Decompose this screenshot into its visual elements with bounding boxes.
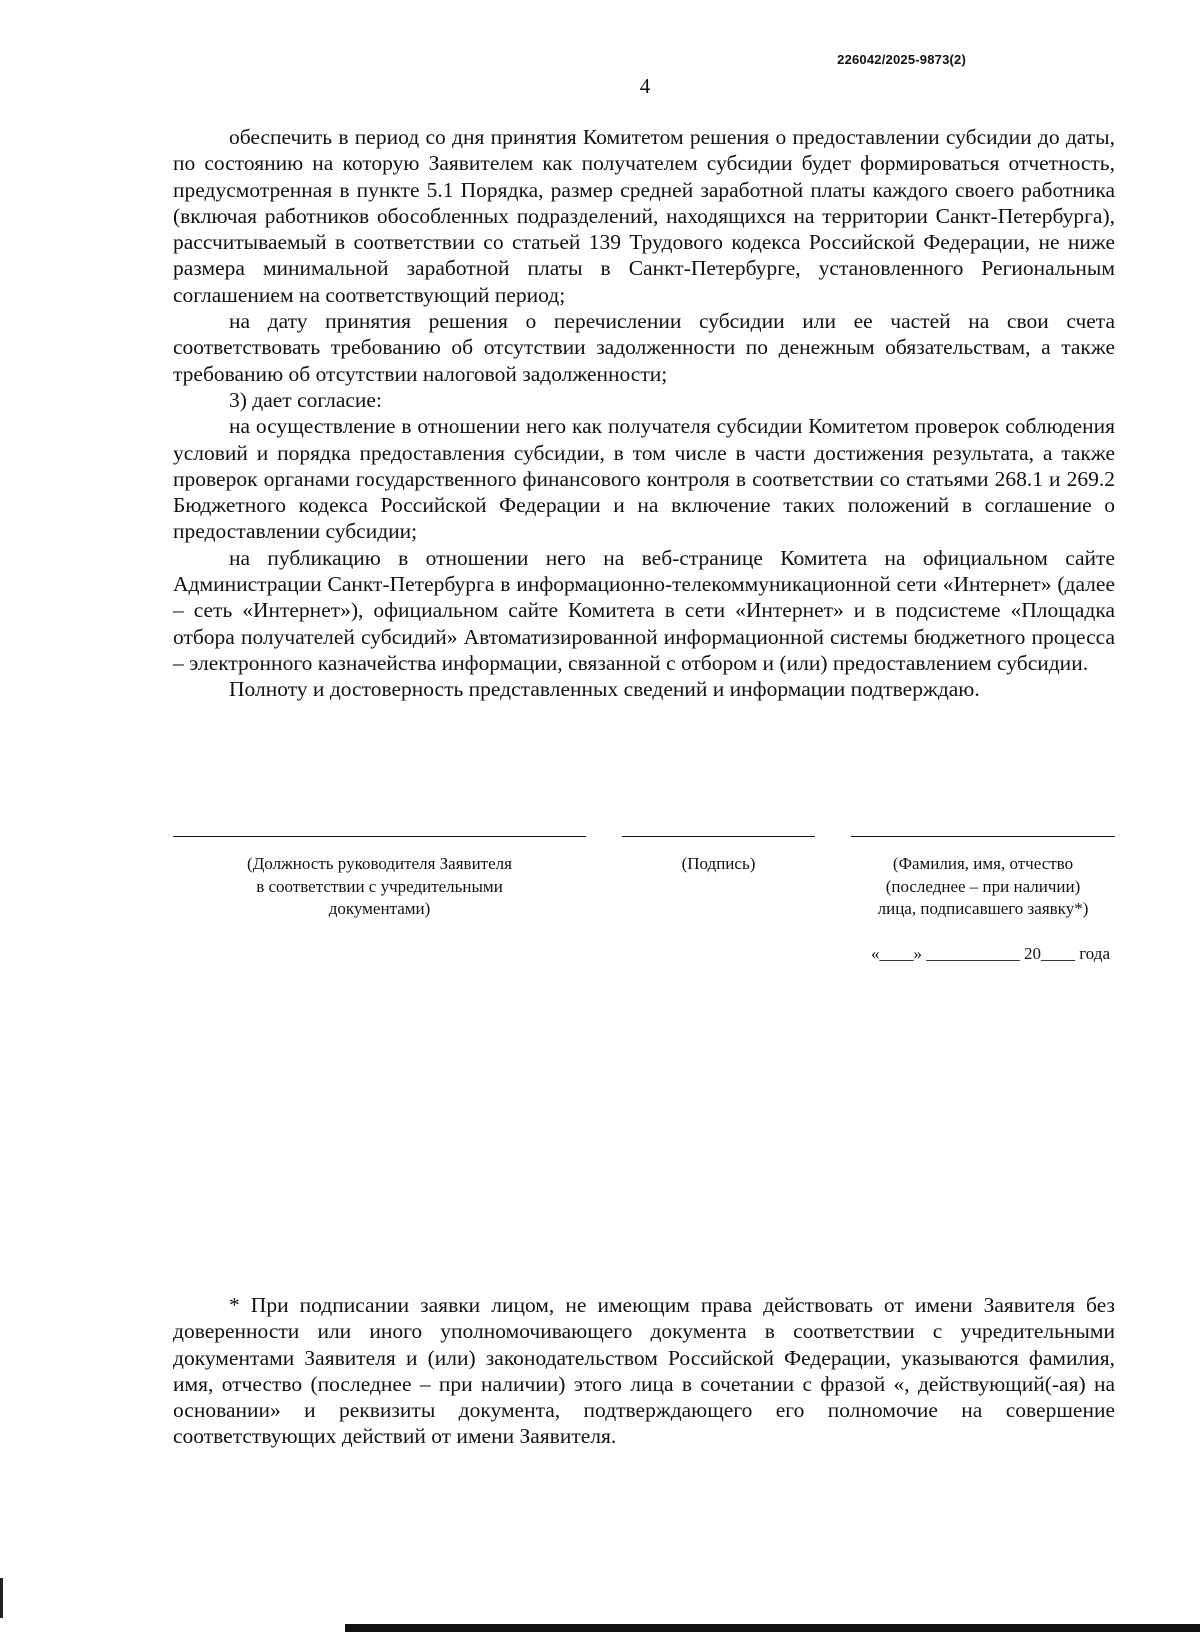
name-caption — [836, 853, 1130, 921]
signature-date-line: «____» ___________ 20____ года — [870, 944, 1110, 963]
name-caption-line: (последнее – при наличии) — [885, 876, 1081, 896]
paragraph-debt-requirement: на дату принятия решения о перечислении субсидии или ее частей на свои счета соответствовать требованию об отсутствии задолженности по денежным обязательствам, а также требованию об отсутствии налоговой задолженности; — [173, 309, 1115, 386]
footnote — [173, 1292, 1115, 1450]
position-signature-line — [173, 836, 586, 837]
page-number: 4 — [639, 74, 651, 98]
paragraph-consent-publication: на публикацию в отношении него на веб-странице Комитета на официальном сайте Администрации Санкт-Петербурга в информационно-телекоммуникационной сети «Интернет» (далее – сеть «Интернет»), официальном сайте Комитета в сети «Интернет» и в подсистеме «Площадка отбора получателей субсидий» Автоматизированной информационной системы бюджетного процесса – электронного казначейства информации, связанной с отбором и (или) предоставлением субсидии. — [173, 545, 1115, 675]
position-caption-line: документами) — [328, 899, 431, 918]
scan-edge-mark — [0, 1578, 3, 1618]
name-signature-line — [851, 836, 1115, 837]
name-caption-line: (Фамилия, имя, отчество — [892, 854, 1074, 873]
position-caption — [173, 853, 586, 921]
paragraph-consent-inspections: на осуществление в отношении него как получателя субсидии Комитетом проверок соблюдения условий и порядка предоставления субсидии, в том числе в части достижения результата, а также проверок органами государственного финансового контроля в соответствии со статьями 268.1 и 269.2 Бюджетного кодекса Российской Федерации и на включение таких положений в соглашение о предоставлении субсидии; — [173, 414, 1115, 544]
paragraph-salary-obligation: обеспечить в период со дня принятия Комитетом решения о предоставлении субсидии до даты, по состоянию на которую Заявителем как получателем субсидии будет формироваться отчетность, предусмотренная в пункте 5.1 Порядка, размер средней заработной платы каждого своего работника (включая работников обособленных подразделений, находящихся на территории Санкт-Петербурга), рассчитываемый в соответствии со статьей 139 Трудового кодекса Российской Федерации, не ниже размера минимальной заработной платы в Санкт-Петербурге, установленного Региональным соглашением на соответствующий период; — [173, 125, 1115, 307]
signature-caption: (Подпись) — [681, 854, 756, 873]
document-body — [173, 124, 1115, 703]
position-caption-line: в соответствии с учредительными — [256, 876, 503, 896]
position-caption-line: (Должность руководителя Заявителя — [247, 854, 512, 873]
signature-line — [622, 836, 815, 837]
paragraph-confirmation: Полноту и достоверность представленных сведений и информации подтверждаю. — [229, 677, 980, 702]
scan-edge-mark — [345, 1624, 1200, 1632]
footnote-text: * При подписании заявки лицом, не имеющим права действовать от имени Заявителя без доверенности или иного уполномочивающего документа в соответствии с учредительными документами Заявителя и (или) законодательством Российской Федерации, указываются фамилия, имя, отчество (последнее – при наличии) этого лица в сочетании с фразой «, действующий(-ая) на основании» и реквизиты документа, подтверждающего его полномочие на совершение соответствующих действий от имени Заявителя. — [173, 1293, 1115, 1449]
document-registration-number: 226042/2025-9873(2) — [837, 52, 966, 67]
name-caption-line: лица, подписавшего заявку*) — [877, 899, 1089, 918]
paragraph-consent-heading: 3) дает согласие: — [229, 387, 382, 412]
